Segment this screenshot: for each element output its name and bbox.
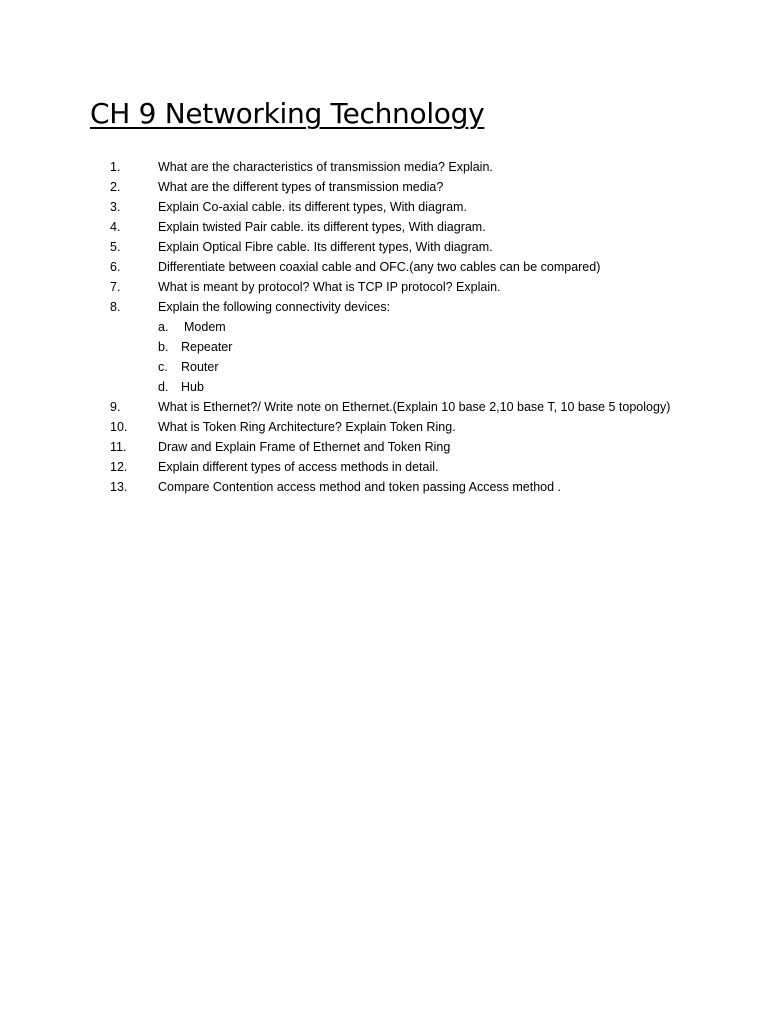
question-item-11 (0, 437, 768, 457)
question-number: 1. (110, 160, 121, 174)
question-number: 4. (110, 220, 121, 234)
question-text: Explain twisted Pair cable. its different types, With diagram. (158, 220, 486, 234)
sub-item-letter: d. (158, 380, 169, 394)
sub-item-text: Hub (181, 380, 204, 394)
question-item-5 (0, 237, 768, 257)
question-item-6 (0, 257, 768, 277)
sub-item-text: Router (181, 360, 219, 374)
question-number: 2. (110, 180, 121, 194)
question-number: 10. (110, 420, 128, 434)
question-number: 12. (110, 460, 128, 474)
question-text: What are the different types of transmission media? (158, 180, 444, 194)
sub-item-router (0, 357, 768, 377)
sub-item-repeater (0, 337, 768, 357)
question-item-9 (0, 397, 768, 417)
question-text: What is meant by protocol? What is TCP IP protocol? Explain. (158, 280, 501, 294)
question-text: What is Ethernet?/ Write note on Ethernet.(Explain 10 base 2,10 base T, 10 base 5 topology) (158, 400, 671, 414)
question-text: Differentiate between coaxial cable and OFC.(any two cables can be compared) (158, 260, 601, 274)
question-item-7 (0, 277, 768, 297)
device-sublist (0, 317, 768, 397)
sub-item-text: Repeater (181, 340, 233, 354)
question-text: What are the characteristics of transmission media? Explain. (158, 160, 493, 174)
sub-item-text: Modem (184, 320, 226, 334)
question-number: 8. (110, 300, 121, 314)
question-item-12 (0, 457, 768, 477)
sub-item-letter: b. (158, 340, 169, 354)
question-item-13 (0, 477, 768, 497)
question-number: 7. (110, 280, 121, 294)
question-text: Explain Co-axial cable. its different types, With diagram. (158, 200, 467, 214)
question-item-8 (0, 297, 768, 317)
question-text: What is Token Ring Architecture? Explain Token Ring. (158, 420, 456, 434)
question-text: Explain the following connectivity devices: (158, 300, 391, 314)
question-text: Compare Contention access method and token passing Access method . (158, 480, 562, 494)
question-item-4 (0, 217, 768, 237)
sub-item-hub (0, 377, 768, 397)
question-item-10 (0, 417, 768, 437)
question-list (0, 157, 768, 497)
question-text: Explain different types of access methods in detail. (158, 460, 439, 474)
question-item-3 (0, 197, 768, 217)
question-item-1 (0, 157, 768, 177)
sub-item-letter: a. (158, 320, 169, 334)
question-text: Draw and Explain Frame of Ethernet and Token Ring (158, 440, 451, 454)
question-number: 6. (110, 260, 121, 274)
question-number: 13. (110, 480, 128, 494)
page-title: CH 9 Networking Technology (90, 97, 485, 130)
question-number: 9. (110, 400, 121, 414)
sub-item-letter: c. (158, 360, 168, 374)
sub-item-modem (0, 317, 768, 337)
question-number: 11. (110, 440, 127, 454)
question-number: 3. (110, 200, 121, 214)
device-sublist-container (0, 317, 768, 397)
question-text: Explain Optical Fibre cable. Its different types, With diagram. (158, 240, 493, 254)
question-number: 5. (110, 240, 121, 254)
question-item-2 (0, 177, 768, 197)
